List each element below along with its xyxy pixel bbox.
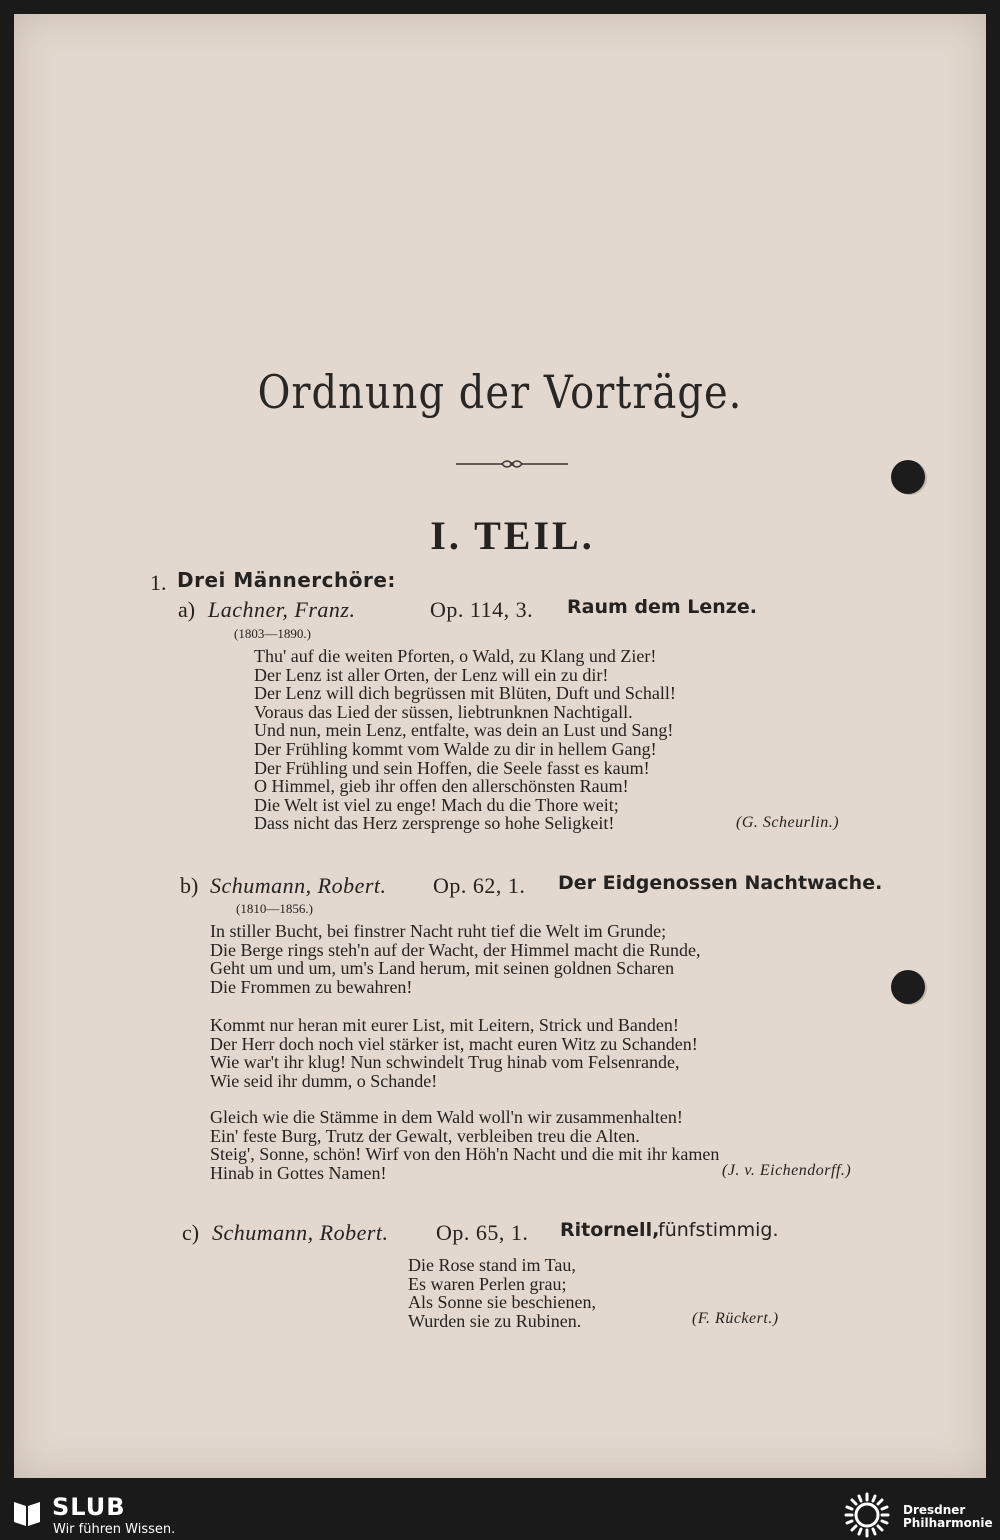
verse-stanza: [210, 922, 701, 996]
verse-line: Steig', Sonne, schön! Wirf von den Höh'n Nacht und die mit ihr kamen: [210, 1144, 720, 1165]
partner-name-line2: Philharmonie: [903, 1516, 993, 1530]
text-author: (G. Scheurlin.): [736, 814, 840, 831]
verse-line: Geht um und um, um's Land herum, mit seinen goldnen Scharen: [210, 958, 675, 979]
slub-book-icon: [12, 1498, 42, 1528]
verse-line: Thu' auf die weiten Pforten, o Wald, zu Klang und Zier!: [254, 646, 657, 666]
text-author: (J. v. Eichendorff.): [722, 1162, 852, 1179]
verse-line: Der Lenz will dich begrüssen mit Blüten, Duft und Schall!: [254, 683, 676, 704]
item-label: b): [180, 873, 199, 898]
program-title: Ordnung der Vorträge.: [257, 366, 743, 420]
slub-tagline: Wir führen Wissen.: [53, 1522, 176, 1537]
philharmonie-logo-text: [903, 1504, 993, 1530]
verse-stanza: [210, 1108, 719, 1182]
verse-line: Kommt nur heran mit eurer List, mit Leitern, Strick und Banden!: [210, 1015, 679, 1035]
composer-name: Schumann, Robert.: [212, 1220, 389, 1245]
verse-line: Dass nicht das Herz zersprenge so hohe Seligkeit!: [254, 813, 615, 834]
item-label: c): [182, 1220, 200, 1245]
verse-line: Die Welt ist viel zu enge! Mach du die Thore weit;: [254, 794, 619, 815]
verse-line: Als Sonne sie beschienen,: [408, 1292, 596, 1313]
verse-line: Wie seid ihr dumm, o Schande!: [210, 1070, 438, 1091]
verse-line: Ein' feste Burg, Trutz der Gewalt, verbleiben treu die Alten.: [210, 1125, 640, 1146]
verse-line: Es waren Perlen grau;: [408, 1273, 567, 1294]
philharmonie-sun-icon: [842, 1492, 892, 1538]
verse-line: Der Frühling kommt vom Walde zu dir in hellem Gang!: [254, 738, 657, 759]
verse-line: Und nun, mein Lenz, entfalte, was dein an Lust und Sang!: [254, 720, 674, 741]
verse-line: Die Frommen zu bewahren!: [210, 976, 413, 997]
opus-number: Op. 114, 3.: [430, 597, 534, 622]
composer-years: (1810—1856.): [236, 901, 313, 916]
verse-line: Die Berge rings steh'n auf der Wacht, der Himmel macht die Runde,: [210, 939, 701, 960]
opus-number: Op. 62, 1.: [433, 873, 526, 898]
verse-line: O Himmel, gieb ihr offen den allerschönsten Raum!: [254, 776, 629, 797]
work-title: Raum dem Lenze.: [567, 596, 757, 618]
verse-block: [254, 647, 676, 833]
verse-line: Wurden sie zu Rubinen.: [408, 1310, 582, 1331]
part-title: I. TEIL.: [430, 513, 595, 558]
punch-hole-top: [891, 460, 925, 494]
composer-name: Lachner, Franz.: [208, 597, 356, 622]
verse-line: Gleich wie die Stämme in dem Wald woll'n wir zusammenhalten!: [210, 1107, 683, 1127]
composer-years: (1803—1890.): [234, 626, 311, 641]
verse-block: [408, 1256, 596, 1330]
item-label: a): [178, 597, 196, 622]
opus-number: Op. 65, 1.: [436, 1220, 529, 1245]
slub-logo-text: SLUB: [52, 1493, 126, 1521]
section-heading: Drei Männerchöre:: [177, 568, 396, 592]
verse-stanza: [210, 1016, 698, 1090]
punch-hole-bottom: [891, 970, 925, 1004]
section-number: 1.: [150, 570, 167, 595]
verse-line: Hinab in Gottes Namen!: [210, 1162, 387, 1183]
verse-line: Der Herr doch noch viel stärker ist, macht euren Witz zu Schanden!: [210, 1033, 698, 1054]
partner-name-line1: Dresdner: [903, 1503, 966, 1517]
work-title: Ritornell,: [560, 1219, 660, 1241]
verse-line: Wie war't ihr klug! Nun schwindelt Trug hinab vom Felsenrande,: [210, 1052, 680, 1073]
ornament-divider-icon: [456, 456, 568, 472]
composer-name: Schumann, Robert.: [210, 873, 387, 898]
verse-line: Der Lenz ist aller Orten, der Lenz will ein zu dir!: [254, 664, 609, 685]
work-annotation: fünfstimmig.: [658, 1219, 779, 1241]
verse-line: Voraus das Lied der süssen, liebtrunknen Nachtigall.: [254, 701, 633, 722]
verse-line: In stiller Bucht, bei finstrer Nacht ruht tief die Welt im Grunde;: [210, 921, 667, 941]
verse-line: Die Rose stand im Tau,: [408, 1255, 576, 1275]
text-author: (F. Rückert.): [692, 1310, 779, 1327]
work-title: Der Eidgenossen Nachtwache.: [558, 872, 883, 894]
verse-line: Der Frühling und sein Hoffen, die Seele fasst es kaum!: [254, 757, 650, 778]
